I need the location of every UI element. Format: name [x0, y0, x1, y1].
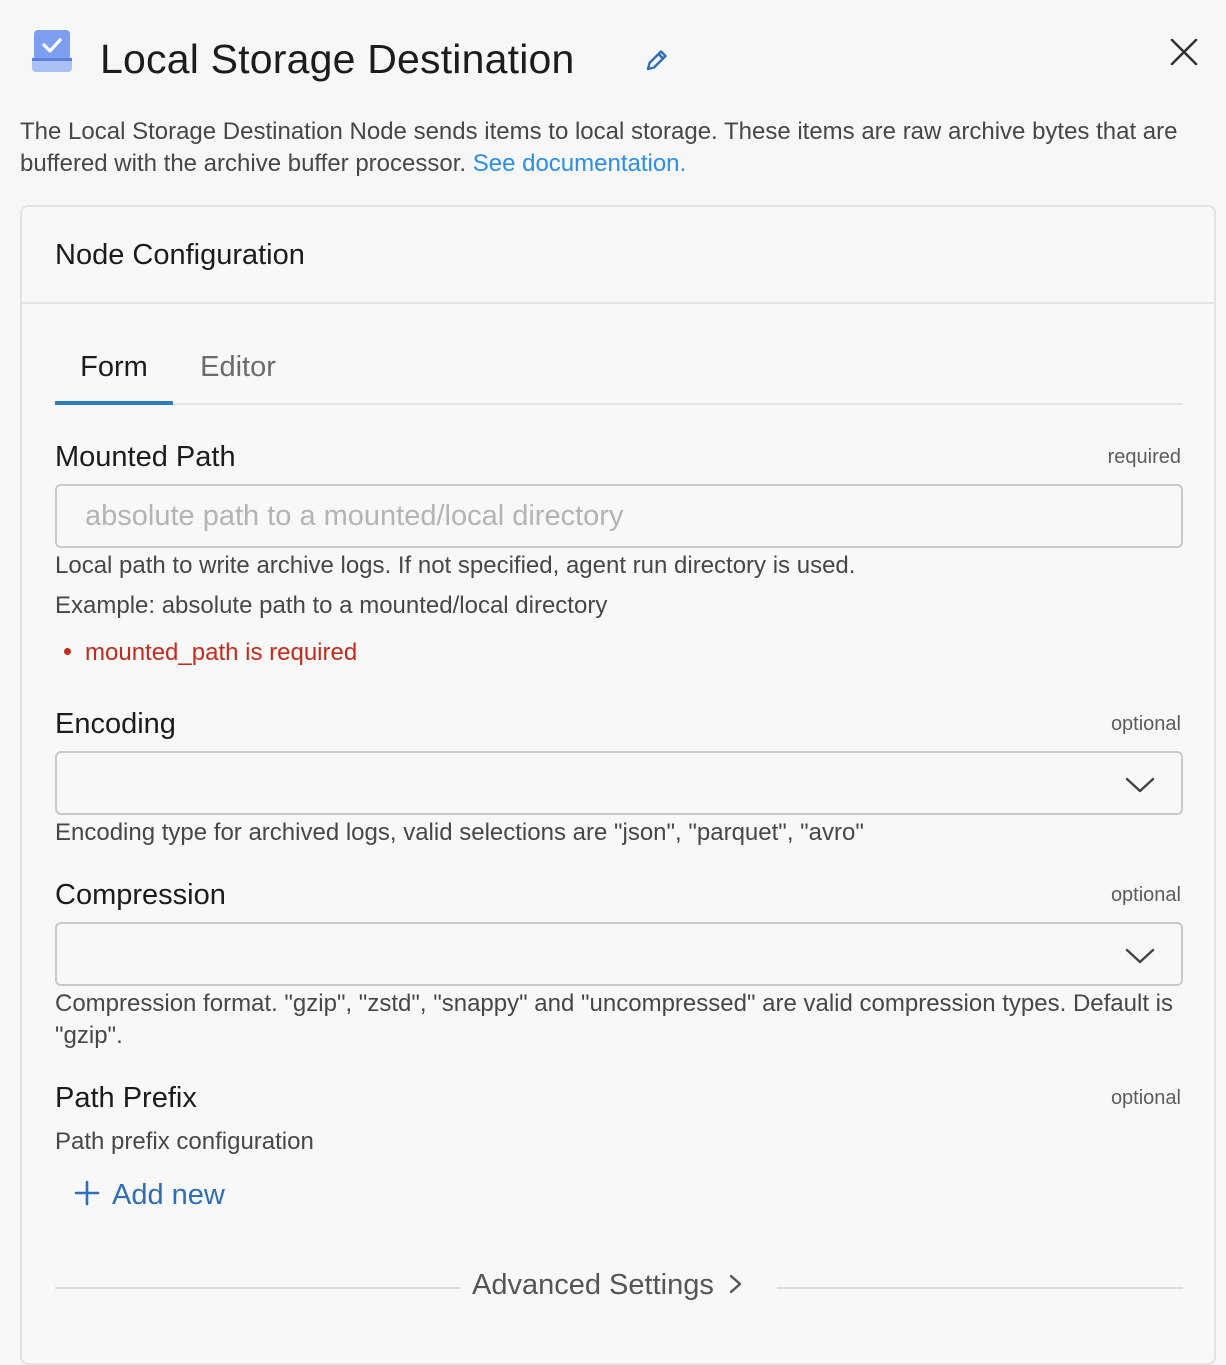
- compression-help: Compression format. "gzip", "zstd", "snappy" and "uncompressed" are valid compression types. Default is "gzip".: [55, 990, 1173, 1049]
- pencil-icon[interactable]: [642, 45, 672, 75]
- chevron-right-icon: [726, 1273, 744, 1295]
- hard-drive-check-icon: [30, 28, 74, 76]
- advanced-settings-toggle[interactable]: [472, 1269, 744, 1302]
- mounted-path-error-text: mounted_path is required: [85, 639, 358, 666]
- compression-label: Compression: [55, 879, 226, 911]
- plus-icon: [74, 1180, 100, 1206]
- mounted-path-example: Example: absolute path to a mounted/local directory: [55, 592, 608, 619]
- path-prefix-label: Path Prefix: [55, 1082, 197, 1114]
- encoding-optional-tag: optional: [1110, 713, 1181, 735]
- divider-right: [777, 1287, 1183, 1289]
- chevron-down-icon: [1123, 942, 1157, 970]
- card-title: Node Configuration: [22, 207, 1214, 304]
- page-title: Local Storage Destination: [100, 36, 575, 82]
- divider-left: [55, 1287, 460, 1289]
- close-icon[interactable]: [1166, 34, 1202, 70]
- description-text: The Local Storage Destination Node sends items to local storage. These items are raw archive bytes that are buffered with the archive buffer processor.: [20, 118, 1178, 177]
- node-configuration-card: [20, 205, 1216, 1365]
- documentation-link[interactable]: See documentation.: [472, 150, 687, 177]
- advanced-settings-label: Advanced Settings: [472, 1269, 714, 1301]
- chevron-down-icon: [1123, 771, 1157, 799]
- path-prefix-help: Path prefix configuration: [55, 1128, 314, 1155]
- mounted-path-label: Mounted Path: [55, 441, 236, 473]
- encoding-label: Encoding: [55, 708, 176, 740]
- tab-bar: [55, 347, 1183, 405]
- error-bullet-icon: [64, 648, 71, 655]
- tab-editor[interactable]: Editor: [200, 351, 276, 383]
- path-prefix-optional-tag: optional: [1110, 1087, 1181, 1109]
- compression-optional-tag: optional: [1110, 884, 1181, 906]
- compression-select[interactable]: [55, 922, 1183, 986]
- panel-header: [0, 0, 1226, 110]
- node-description: [20, 116, 1215, 180]
- mounted-path-input[interactable]: [55, 484, 1183, 548]
- encoding-select[interactable]: [55, 751, 1183, 815]
- mounted-path-error: [64, 639, 357, 667]
- encoding-help: Encoding type for archived logs, valid selections are "json", "parquet", "avro": [55, 819, 864, 846]
- add-new-path-prefix-button[interactable]: [74, 1179, 225, 1219]
- tab-form[interactable]: Form: [55, 347, 173, 405]
- mounted-path-help: Local path to write archive logs. If not specified, agent run directory is used.: [55, 552, 856, 579]
- mounted-path-required-tag: required: [1107, 446, 1181, 468]
- add-new-label: Add new: [112, 1179, 225, 1211]
